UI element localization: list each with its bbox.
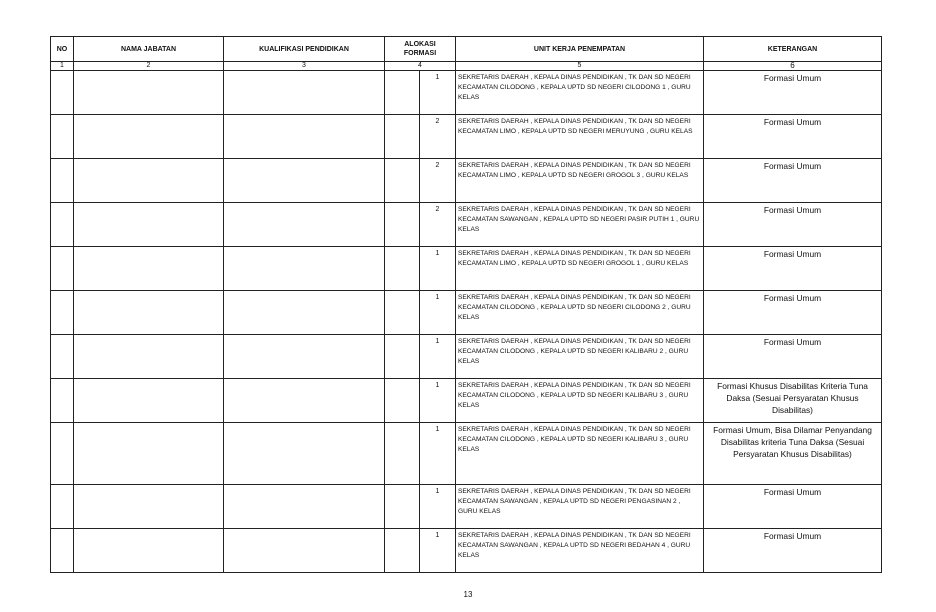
table-row	[51, 379, 882, 423]
cell-unit-kerja: SEKRETARIS DAERAH , KEPALA DINAS PENDIDIKAN , TK DAN SD NEGERI KECAMATAN LIMO , KEPALA UPTD SD NEGERI GROGOL 3 , GURU KELAS	[456, 159, 704, 203]
table-row	[51, 485, 882, 529]
cell-keterangan: Formasi Umum	[704, 159, 882, 203]
cell-keterangan: Formasi Umum	[704, 529, 882, 573]
cell-no	[51, 115, 74, 159]
table-row	[51, 203, 882, 247]
alokasi-value: 1	[435, 294, 440, 301]
cell-unit-kerja: SEKRETARIS DAERAH , KEPALA DINAS PENDIDIKAN , TK DAN SD NEGERI KECAMATAN CILODONG , KEPALA UPTD SD NEGERI KALIBARU 3 , GURU KELAS	[456, 423, 704, 485]
cell-no	[51, 71, 74, 115]
cell-nama-jabatan	[74, 203, 224, 247]
cell-alokasi	[385, 335, 456, 379]
cell-kualifikasi	[224, 529, 385, 573]
cell-nama-jabatan	[74, 159, 224, 203]
cell-unit-kerja: SEKRETARIS DAERAH , KEPALA DINAS PENDIDIKAN , TK DAN SD NEGERI KECAMATAN SAWANGAN , KEPALA UPTD SD NEGERI PASIR PUTIH 1 , GURU KELAS	[456, 203, 704, 247]
cell-no	[51, 379, 74, 423]
cell-kualifikasi	[224, 423, 385, 485]
table-row	[51, 247, 882, 291]
cell-kualifikasi	[224, 485, 385, 529]
cell-kualifikasi	[224, 203, 385, 247]
alokasi-value: 2	[435, 118, 440, 125]
formasi-table	[50, 36, 882, 573]
cell-no	[51, 159, 74, 203]
cell-no	[51, 485, 74, 529]
cell-alokasi	[385, 379, 456, 423]
alokasi-value: 1	[435, 382, 440, 389]
alokasi-value: 2	[435, 206, 440, 213]
alokasi-value: 1	[435, 338, 440, 345]
cell-keterangan: Formasi Umum, Bisa Dilamar Penyandang Disabilitas kriteria Tuna Daksa (Sesuai Persyaratan Khusus Disabilitas)	[704, 423, 882, 485]
header-unit-kerja: UNIT KERJA PENEMPATAN	[456, 37, 704, 62]
header-alokasi-formasi	[385, 37, 456, 62]
cell-unit-kerja: SEKRETARIS DAERAH , KEPALA DINAS PENDIDIKAN , TK DAN SD NEGERI KECAMATAN CILODONG , KEPALA UPTD SD NEGERI CILODONG 1 , GURU KELAS	[456, 71, 704, 115]
cell-nama-jabatan	[74, 247, 224, 291]
cell-unit-kerja: SEKRETARIS DAERAH , KEPALA DINAS PENDIDIKAN , TK DAN SD NEGERI KECAMATAN LIMO , KEPALA UPTD SD NEGERI GROGOL 1 , GURU KELAS	[456, 247, 704, 291]
cell-keterangan: Formasi Umum	[704, 247, 882, 291]
header-keterangan: KETERANGAN	[704, 37, 882, 62]
table-row	[51, 115, 882, 159]
table-row	[51, 159, 882, 203]
cell-alokasi	[385, 291, 456, 335]
cell-nama-jabatan	[74, 379, 224, 423]
alokasi-value: 2	[435, 162, 440, 169]
cell-alokasi	[385, 203, 456, 247]
cell-nama-jabatan	[74, 335, 224, 379]
table-row	[51, 335, 882, 379]
column-number: 6	[704, 62, 882, 71]
cell-no	[51, 335, 74, 379]
cell-kualifikasi	[224, 335, 385, 379]
cell-nama-jabatan	[74, 423, 224, 485]
cell-keterangan: Formasi Khusus Disabilitas Kriteria Tuna Daksa (Sesuai Persyaratan Khusus Disabilitas)	[704, 379, 882, 423]
column-number: 3	[224, 62, 385, 71]
cell-unit-kerja: SEKRETARIS DAERAH , KEPALA DINAS PENDIDIKAN , TK DAN SD NEGERI KECAMATAN SAWANGAN , KEPALA UPTD SD NEGERI PENGASINAN 2 , GURU KELAS	[456, 485, 704, 529]
cell-no	[51, 203, 74, 247]
cell-keterangan: Formasi Umum	[704, 485, 882, 529]
page-number: 13	[463, 590, 473, 599]
cell-no	[51, 423, 74, 485]
header-alokasi-line1: ALOKASI	[404, 41, 436, 48]
cell-alokasi	[385, 115, 456, 159]
cell-keterangan: Formasi Umum	[704, 335, 882, 379]
cell-nama-jabatan	[74, 71, 224, 115]
cell-keterangan: Formasi Umum	[704, 71, 882, 115]
cell-no	[51, 247, 74, 291]
cell-kualifikasi	[224, 115, 385, 159]
cell-unit-kerja: SEKRETARIS DAERAH , KEPALA DINAS PENDIDIKAN , TK DAN SD NEGERI KECAMATAN SAWANGAN , KEPALA UPTD SD NEGERI BEDAHAN 4 , GURU KELAS	[456, 529, 704, 573]
table-row	[51, 291, 882, 335]
cell-no	[51, 291, 74, 335]
cell-nama-jabatan	[74, 115, 224, 159]
header-row	[51, 37, 882, 62]
alokasi-value: 1	[435, 74, 440, 81]
cell-unit-kerja: SEKRETARIS DAERAH , KEPALA DINAS PENDIDIKAN , TK DAN SD NEGERI KECAMATAN CILODONG , KEPALA UPTD SD NEGERI KALIBARU 3 , GURU KELAS	[456, 379, 704, 423]
alokasi-value: 1	[435, 532, 440, 539]
cell-kualifikasi	[224, 159, 385, 203]
column-number: 4	[385, 62, 456, 71]
cell-no	[51, 529, 74, 573]
alokasi-value: 1	[435, 250, 440, 257]
cell-nama-jabatan	[74, 485, 224, 529]
cell-kualifikasi	[224, 247, 385, 291]
cell-alokasi	[385, 247, 456, 291]
cell-unit-kerja: SEKRETARIS DAERAH , KEPALA DINAS PENDIDIKAN , TK DAN SD NEGERI KECAMATAN CILODONG , KEPALA UPTD SD NEGERI KALIBARU 2 , GURU KELAS	[456, 335, 704, 379]
table-row	[51, 71, 882, 115]
column-number-row	[51, 62, 882, 71]
cell-nama-jabatan	[74, 529, 224, 573]
alokasi-value: 1	[435, 488, 440, 495]
cell-alokasi	[385, 485, 456, 529]
column-number: 2	[74, 62, 224, 71]
cell-unit-kerja: SEKRETARIS DAERAH , KEPALA DINAS PENDIDIKAN , TK DAN SD NEGERI KECAMATAN LIMO , KEPALA UPTD SD NEGERI MERUYUNG , GURU KELAS	[456, 115, 704, 159]
header-no: NO	[51, 37, 74, 62]
table-row	[51, 529, 882, 573]
cell-kualifikasi	[224, 379, 385, 423]
cell-kualifikasi	[224, 291, 385, 335]
cell-keterangan: Formasi Umum	[704, 291, 882, 335]
header-alokasi-line2: FORMASI	[403, 50, 437, 57]
alokasi-value: 1	[435, 426, 440, 433]
cell-kualifikasi	[224, 71, 385, 115]
cell-alokasi	[385, 71, 456, 115]
column-number: 1	[51, 62, 74, 71]
cell-alokasi	[385, 423, 456, 485]
cell-keterangan: Formasi Umum	[704, 115, 882, 159]
cell-unit-kerja: SEKRETARIS DAERAH , KEPALA DINAS PENDIDIKAN , TK DAN SD NEGERI KECAMATAN CILODONG , KEPALA UPTD SD NEGERI CILODONG 2 , GURU KELAS	[456, 291, 704, 335]
cell-nama-jabatan	[74, 291, 224, 335]
header-kualifikasi-pendidikan: KUALIFIKASI PENDIDIKAN	[224, 37, 385, 62]
table-row	[51, 423, 882, 485]
cell-alokasi	[385, 529, 456, 573]
header-nama-jabatan: NAMA JABATAN	[74, 37, 224, 62]
column-number: 5	[456, 62, 704, 71]
cell-alokasi	[385, 159, 456, 203]
cell-keterangan: Formasi Umum	[704, 203, 882, 247]
